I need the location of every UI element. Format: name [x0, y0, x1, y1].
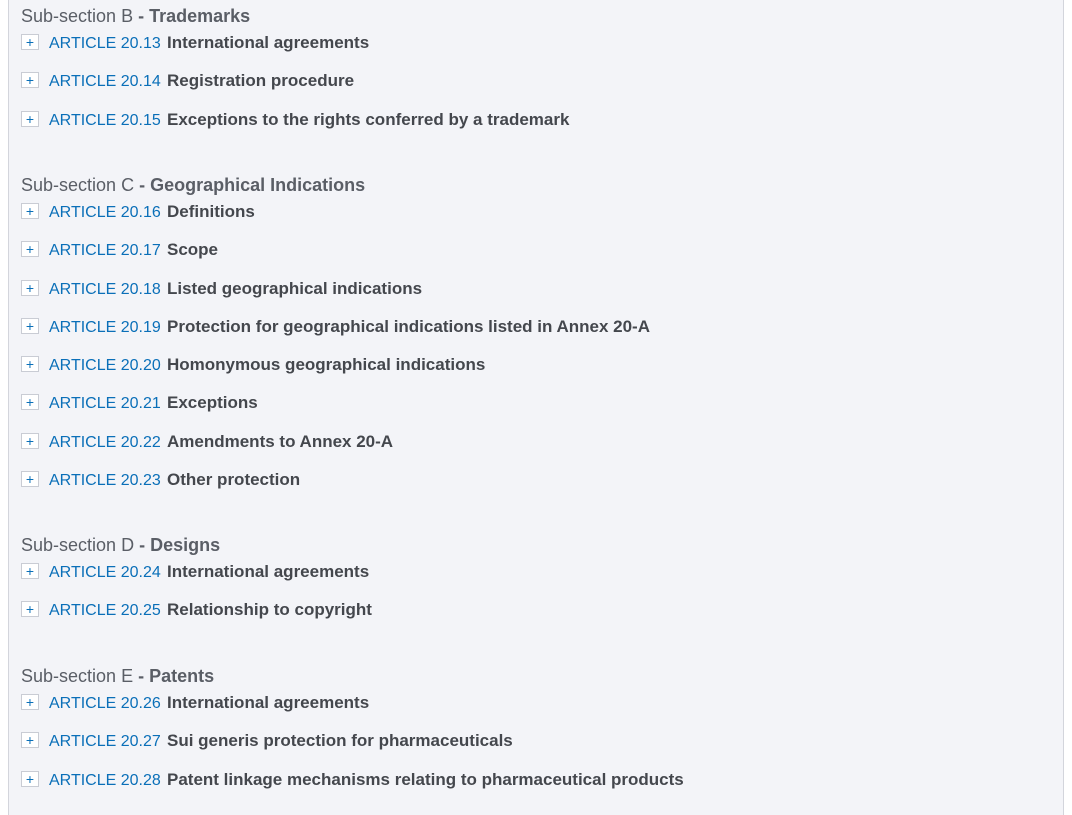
article-row — [21, 594, 1063, 632]
subsection-heading — [21, 5, 1063, 27]
article-row — [21, 556, 1063, 594]
expand-icon[interactable]: + — [21, 72, 39, 88]
article-row — [21, 273, 1063, 311]
expand-icon[interactable]: + — [21, 563, 39, 579]
expand-icon[interactable]: + — [21, 318, 39, 334]
article-title: Relationship to copyright — [167, 600, 372, 620]
expand-icon[interactable]: + — [21, 203, 39, 219]
article-row — [21, 27, 1063, 65]
article-number-link[interactable]: ARTICLE 20.21 — [49, 395, 161, 413]
subsection-heading — [21, 534, 1063, 556]
subsection-e — [21, 665, 1063, 802]
article-title: Listed geographical indications — [167, 278, 423, 298]
article-title: Sui generis protection for pharmaceuticals — [167, 731, 513, 751]
article-row — [21, 104, 1063, 142]
expand-icon[interactable]: + — [21, 694, 39, 710]
expand-icon[interactable]: + — [21, 34, 39, 50]
subsection-prefix: Sub-section — [21, 6, 117, 26]
subsection-name: - Designs — [139, 535, 221, 555]
article-title: Definitions — [167, 202, 255, 221]
article-row — [21, 349, 1063, 387]
article-row — [21, 65, 1063, 103]
article-title: International agreements — [167, 562, 370, 581]
article-number-link[interactable]: ARTICLE 20.17 — [49, 242, 161, 260]
article-title: Protection for geographical indications listed in Annex 20-A — [167, 316, 650, 336]
expand-icon[interactable]: + — [21, 732, 39, 748]
article-title: Registration procedure — [167, 71, 355, 91]
expand-icon[interactable]: + — [21, 241, 39, 257]
article-number-link[interactable]: ARTICLE 20.27 — [49, 733, 161, 751]
subsection-letter: D — [121, 535, 135, 555]
subsection-name: - Geographical Indications — [139, 175, 366, 195]
subsection-heading — [21, 665, 1063, 687]
subsection-b — [21, 5, 1063, 142]
article-number-link[interactable]: ARTICLE 20.15 — [49, 111, 161, 129]
article-number-link[interactable]: ARTICLE 20.20 — [49, 357, 161, 375]
article-number-link[interactable]: ARTICLE 20.25 — [49, 602, 161, 620]
expand-icon[interactable]: + — [21, 111, 39, 127]
article-row — [21, 464, 1063, 502]
article-title: Exceptions — [167, 393, 258, 413]
subsection-name: - Trademarks — [138, 6, 251, 26]
subsection-d — [21, 534, 1063, 633]
article-number-link[interactable]: ARTICLE 20.16 — [49, 204, 161, 221]
article-row — [21, 234, 1063, 272]
subsection-prefix: Sub-section — [21, 535, 117, 555]
subsection-heading — [21, 174, 1063, 196]
article-number-link[interactable]: ARTICLE 20.19 — [49, 318, 161, 336]
expand-icon[interactable]: + — [21, 356, 39, 372]
article-row — [21, 426, 1063, 464]
article-title: International agreements — [167, 693, 370, 712]
article-number-link[interactable]: ARTICLE 20.23 — [49, 472, 161, 490]
article-title: Other protection — [167, 470, 301, 490]
article-row — [21, 311, 1063, 349]
article-number-link[interactable]: ARTICLE 20.28 — [49, 771, 161, 789]
articles-panel — [8, 0, 1064, 815]
expand-icon[interactable]: + — [21, 471, 39, 487]
expand-icon[interactable]: + — [21, 771, 39, 787]
article-title: Scope — [167, 240, 219, 260]
article-title: Amendments to Annex 20-A — [167, 431, 394, 451]
subsection-letter: C — [121, 175, 135, 195]
subsection-letter: B — [121, 6, 134, 26]
article-row — [21, 687, 1063, 725]
article-row — [21, 387, 1063, 425]
subsection-c — [21, 174, 1063, 502]
expand-icon[interactable]: + — [21, 280, 39, 296]
article-title: Patent linkage mechanisms relating to pharmaceutical products — [167, 769, 684, 789]
subsection-prefix: Sub-section — [21, 666, 117, 686]
subsection-name: - Patents — [138, 666, 215, 686]
article-number-link[interactable]: ARTICLE 20.18 — [49, 280, 161, 298]
article-number-link[interactable]: ARTICLE 20.22 — [49, 433, 161, 451]
subsection-letter: E — [121, 666, 134, 686]
article-number-link[interactable]: ARTICLE 20.26 — [49, 695, 161, 712]
article-title: Homonymous geographical indications — [167, 355, 486, 375]
article-number-link[interactable]: ARTICLE 20.13 — [49, 35, 161, 52]
subsection-prefix: Sub-section — [21, 175, 117, 195]
article-row — [21, 764, 1063, 802]
article-title: International agreements — [167, 33, 370, 52]
expand-icon[interactable]: + — [21, 433, 39, 449]
article-title: Exceptions to the rights conferred by a trademark — [167, 109, 570, 129]
article-number-link[interactable]: ARTICLE 20.24 — [49, 564, 161, 581]
expand-icon[interactable]: + — [21, 601, 39, 617]
article-row — [21, 196, 1063, 234]
expand-icon[interactable]: + — [21, 394, 39, 410]
article-number-link[interactable]: ARTICLE 20.14 — [49, 73, 161, 91]
article-row — [21, 725, 1063, 763]
